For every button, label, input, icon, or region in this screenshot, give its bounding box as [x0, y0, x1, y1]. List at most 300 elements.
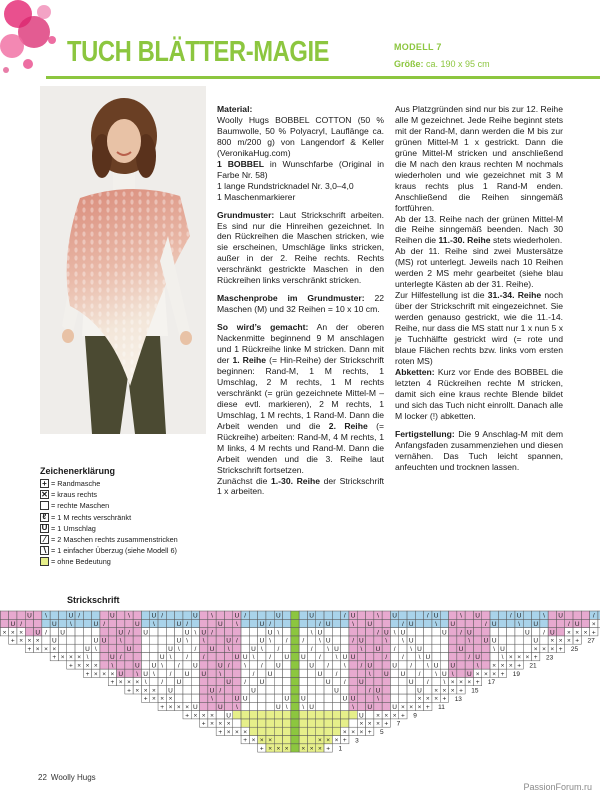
- chart-cell: [440, 644, 448, 652]
- chart-symbol: \: [368, 670, 371, 678]
- chart-cell: [291, 686, 299, 694]
- chart-cell: [382, 677, 390, 685]
- chart-cell: [307, 677, 315, 685]
- chart-symbol: U: [85, 645, 90, 653]
- chart-cell: [581, 611, 589, 619]
- legend-symbol-icon: [40, 557, 49, 566]
- chart-symbol: \: [493, 645, 496, 653]
- chart-cell: [233, 719, 241, 727]
- chart-symbol: U: [242, 654, 248, 662]
- chart-cell: [457, 661, 465, 669]
- chart-cell: [141, 636, 149, 644]
- chart-cell: [498, 619, 506, 627]
- chart-symbol: ×: [77, 654, 82, 662]
- chart-cell: [374, 677, 382, 685]
- chart-cell: [399, 686, 407, 694]
- chart-cell: [274, 736, 282, 744]
- chart-symbol: ×: [567, 637, 571, 645]
- chart-symbol: U: [533, 621, 539, 628]
- chart-symbol: ×: [135, 679, 140, 687]
- chart-cell: [482, 644, 490, 652]
- chart-cell: [208, 661, 216, 669]
- chart-cell: [249, 619, 257, 627]
- chart-symbol: U: [400, 629, 406, 637]
- legend-symbol-icon: ✕: [41, 489, 48, 499]
- chart-symbol: U: [134, 621, 140, 628]
- chart-symbol: U: [176, 679, 182, 687]
- chart-cell: [357, 628, 365, 636]
- chart-symbol: /: [310, 645, 313, 653]
- chart-cell: [316, 644, 324, 652]
- chart-cell: [324, 686, 332, 694]
- chart-symbol: ×: [44, 645, 48, 653]
- chart-cell: [299, 686, 307, 694]
- chart-symbol: U: [325, 621, 331, 628]
- chart-symbol: /: [460, 629, 462, 637]
- chart-cell: [175, 694, 183, 702]
- chart-symbol: U: [27, 612, 32, 620]
- chart-symbol: U: [317, 629, 323, 637]
- chart-symbol: U: [209, 645, 215, 653]
- chart-symbol: ×: [401, 704, 405, 711]
- chart-cell: [83, 636, 91, 644]
- chart-symbol: ×: [492, 670, 497, 678]
- chart-symbol: +: [259, 745, 264, 753]
- chart-cell: [390, 619, 398, 627]
- chart-cell: [283, 661, 291, 669]
- chart-symbol: /: [202, 654, 205, 662]
- chart-symbol: \: [335, 654, 338, 662]
- chart-symbol: U: [209, 687, 215, 695]
- chart-cell: [58, 619, 66, 627]
- chart-symbol: ×: [176, 704, 181, 711]
- chart-cell: [200, 661, 208, 669]
- chart-cell: [283, 619, 291, 627]
- chart-cell: [283, 644, 291, 652]
- chart-symbol: ×: [508, 662, 513, 670]
- chart-cell: [424, 644, 432, 652]
- chart-cell: [565, 611, 573, 619]
- chart-symbol: U: [217, 704, 223, 711]
- legend-item: [40, 512, 210, 523]
- chart-cell: [307, 619, 315, 627]
- chart-cell: [266, 677, 274, 685]
- chart-symbol: ×: [525, 654, 530, 662]
- chart-cell: [266, 719, 274, 727]
- chart-cell: [307, 653, 315, 661]
- chart-cell: [382, 611, 390, 619]
- chart-cell: [175, 628, 183, 636]
- chart-symbol: ×: [251, 737, 256, 745]
- chart-cell: [432, 628, 440, 636]
- chart-symbol: ×: [409, 704, 414, 711]
- chart-cell: [67, 628, 75, 636]
- chart-symbol: U: [101, 637, 107, 645]
- chart-cell: [208, 619, 216, 627]
- chart-cell: [440, 636, 448, 644]
- chart-cell: [274, 727, 282, 735]
- chart-cell: [399, 677, 407, 685]
- chart-cell: [399, 661, 407, 669]
- chart-cell: [390, 653, 398, 661]
- chart-cell: [307, 719, 315, 727]
- chart-cell: [224, 669, 232, 677]
- chart-cell: [100, 644, 108, 652]
- chart-symbol: /: [567, 621, 570, 628]
- chart-symbol: ×: [558, 637, 563, 645]
- chart-symbol: U: [276, 612, 281, 620]
- chart-cell: [158, 619, 166, 627]
- chart-cell: [341, 628, 349, 636]
- chart-cell: [332, 711, 340, 719]
- chart-symbol: +: [591, 629, 596, 637]
- chart-symbol: ×: [359, 720, 364, 728]
- chart-symbol: \: [401, 637, 404, 645]
- chart-cell: [208, 653, 216, 661]
- chart-symbol: +: [500, 670, 505, 678]
- fertigstellung-heading: Fertigstellung:: [395, 428, 455, 439]
- chart-cell: [0, 611, 8, 619]
- chart-symbol: ×: [392, 712, 397, 720]
- chart-symbol: +: [85, 670, 90, 678]
- chart-symbol: ×: [226, 728, 231, 736]
- chart-cell: [357, 653, 365, 661]
- chart-symbol: U: [574, 621, 580, 628]
- chart-symbol: U: [93, 621, 99, 628]
- chart-symbol: /: [543, 629, 545, 637]
- chart-symbol: ×: [517, 654, 521, 662]
- chart-symbol: \: [468, 637, 471, 645]
- chart-symbol: \: [385, 637, 388, 645]
- chart-cell: [233, 677, 241, 685]
- title-underline: [46, 76, 600, 79]
- grundmuster-text: Laut Strickschrift arbeiten. Es sind nur die Hinreihen gezeichnet. In den Rückreihen die Maschen stricken, wie sie erscheinen, Umschläge links stricken, außer in der 2. Reihe rechts. Rechts verschränkt gestrickte Maschen in den Rückreihen links verschränkt stricken.: [217, 209, 384, 286]
- chart-symbol: \: [443, 679, 446, 687]
- chart-symbol: ×: [550, 637, 555, 645]
- chart-cell: [432, 644, 440, 652]
- chart-symbol: ×: [93, 670, 98, 678]
- chart-symbol: /: [277, 645, 280, 653]
- chart-symbol: +: [243, 737, 248, 745]
- chart-symbol: \: [219, 670, 222, 678]
- chart-cell: [58, 611, 66, 619]
- chart-cell: [307, 711, 315, 719]
- chart-symbol: ×: [591, 621, 596, 628]
- chart-symbol: \: [235, 704, 238, 711]
- chart-cell: [175, 653, 183, 661]
- chart-symbol: U: [201, 629, 207, 637]
- chart-symbol: ×: [193, 712, 198, 720]
- chart-symbol: U: [442, 670, 447, 678]
- chart-cell: [324, 669, 332, 677]
- chart-cell: [249, 719, 257, 727]
- chart-cell: [249, 628, 257, 636]
- chart-symbol: U: [367, 621, 373, 628]
- chart-cell: [465, 619, 473, 627]
- chart-symbol: U: [558, 612, 563, 620]
- chart-cell: [382, 686, 390, 694]
- chart-cell: [150, 636, 158, 644]
- chart-symbol: ×: [334, 737, 339, 745]
- chart-cell: [0, 619, 8, 627]
- chart-cell: [473, 644, 481, 652]
- chart-cell: [200, 677, 208, 685]
- chart-cell: [258, 669, 266, 677]
- chart-symbol: +: [442, 695, 447, 703]
- chart-symbol: ×: [93, 662, 98, 670]
- chart-symbol: U: [483, 637, 489, 645]
- chart-symbol: U: [417, 687, 422, 695]
- chart-symbol: U: [342, 654, 348, 662]
- chart-symbol: /: [161, 679, 164, 687]
- chart-cell: [291, 661, 299, 669]
- chart-cell: [332, 702, 340, 710]
- chart-cell: [349, 719, 357, 727]
- chart-symbol: \: [352, 621, 355, 628]
- chart-symbol: U: [93, 637, 99, 645]
- chart-symbol: \: [377, 612, 379, 620]
- size-value: ca. 190 x 95 cm: [426, 59, 490, 69]
- chart-cell: [332, 661, 340, 669]
- chart-symbol: +: [201, 720, 206, 728]
- chart-cell: [25, 628, 33, 636]
- chart-symbol: U: [234, 695, 240, 703]
- chart-cell: [92, 653, 100, 661]
- chart-cell: [407, 686, 415, 694]
- chart-symbol: /: [360, 662, 363, 670]
- chart-symbol: \: [327, 645, 330, 653]
- legend-label: = Randmasche: [51, 479, 101, 489]
- chart-cell: [249, 711, 257, 719]
- chart-cell: [349, 661, 357, 669]
- chart-cell: [75, 644, 83, 652]
- row-number: 3: [355, 737, 359, 745]
- chart-cell: [473, 628, 481, 636]
- sowirds-row1: 1. Reihe: [232, 355, 267, 366]
- chart-cell: [17, 611, 25, 619]
- chart-cell: [341, 702, 349, 710]
- chart-cell: [366, 711, 374, 719]
- chart-symbol: \: [244, 662, 247, 670]
- chart-cell: [332, 636, 340, 644]
- chart-cell: [374, 661, 382, 669]
- chart-cell: [490, 628, 498, 636]
- chart-cell: [191, 669, 199, 677]
- chart-cell: [9, 611, 17, 619]
- size-label: Größe:: [394, 59, 424, 69]
- chart-cell: [332, 677, 340, 685]
- chart-symbol: \: [501, 654, 504, 662]
- chart-cell: [307, 736, 315, 744]
- chart-cell: [283, 686, 291, 694]
- chart-cell: [100, 661, 108, 669]
- chart-cell: [249, 661, 257, 669]
- chart-symbol: \: [45, 612, 47, 620]
- chart-symbol: ×: [583, 629, 588, 637]
- chart-symbol: U: [375, 687, 381, 695]
- chart-symbol: U: [309, 662, 314, 670]
- chart-symbol: ×: [542, 645, 546, 653]
- chart-symbol: U: [309, 704, 314, 711]
- chart-symbol: /: [227, 662, 230, 670]
- chart-cell: [482, 653, 490, 661]
- symbol-legend: [40, 466, 210, 568]
- chart-symbol: /: [244, 612, 247, 620]
- chart-cell: [316, 702, 324, 710]
- chart-cell: [258, 611, 266, 619]
- chart-cell: [166, 677, 174, 685]
- chart-cell: [34, 619, 42, 627]
- chart-cell: [224, 694, 232, 702]
- chart-cell: [75, 636, 83, 644]
- chart-symbol: /: [426, 612, 429, 620]
- chart-symbol: ×: [259, 737, 264, 745]
- chart-symbol: \: [211, 612, 213, 620]
- chart-cell: [415, 628, 423, 636]
- chart-symbol: U: [143, 629, 148, 637]
- chart-cell: [556, 619, 564, 627]
- marker-text: 1 Maschenmarkierer: [217, 191, 296, 202]
- chart-symbol: U: [176, 637, 182, 645]
- chart-cell: [191, 686, 199, 694]
- chart-cell: [357, 694, 365, 702]
- chart-symbol: U: [234, 654, 240, 662]
- chart-cell: [158, 628, 166, 636]
- chart-symbol: \: [302, 704, 305, 711]
- chart-cell: [233, 628, 241, 636]
- chart-cell: [374, 653, 382, 661]
- chart-cell: [349, 669, 357, 677]
- chart-symbol: U: [251, 687, 256, 695]
- chart-cell: [332, 719, 340, 727]
- chart-symbol: /: [426, 679, 429, 687]
- chart-cell: [332, 611, 340, 619]
- chart-cell: [50, 628, 58, 636]
- chart-cell: [374, 619, 382, 627]
- chart-symbol: U: [491, 637, 497, 645]
- chart-symbol: U: [450, 662, 456, 670]
- chart-symbol: U: [201, 670, 207, 678]
- chart-cell: [274, 619, 282, 627]
- chart-cell: [291, 711, 299, 719]
- chart-cell: [465, 611, 473, 619]
- chart-cell: [274, 677, 282, 685]
- chart-symbol: U: [350, 695, 356, 703]
- chart-symbol: +: [459, 687, 463, 695]
- chart-cell: [482, 661, 490, 669]
- bobbel-color: in Wunschfarbe (Original in Farbe Nr. 58): [217, 158, 384, 180]
- chart-symbol: /: [385, 654, 388, 662]
- chart-cell: [490, 653, 498, 661]
- chart-symbol: ×: [351, 728, 355, 736]
- chart-cell: [341, 711, 349, 719]
- chart-cell: [440, 619, 448, 627]
- chart-symbol: U: [375, 645, 381, 653]
- chart-symbol: U: [110, 654, 115, 662]
- chart-symbol: /: [269, 621, 272, 628]
- chart-cell: [498, 628, 506, 636]
- chart-symbol: +: [160, 704, 165, 711]
- chart-symbol: \: [152, 621, 155, 628]
- chart-cell: [274, 719, 282, 727]
- chart-cell: [349, 686, 357, 694]
- chart-symbol: +: [52, 654, 57, 662]
- chart-symbol: U: [60, 629, 65, 637]
- chart-cell: [357, 702, 365, 710]
- chart-cell: [266, 611, 274, 619]
- chart-cell: [258, 702, 266, 710]
- chart-symbol: U: [134, 662, 140, 670]
- page-number: 22: [38, 773, 47, 782]
- chart-symbol: \: [377, 695, 379, 703]
- chart-cell: [166, 619, 174, 627]
- chart-symbol: /: [119, 654, 122, 662]
- chart-cell: [274, 653, 282, 661]
- chart-cell: [83, 628, 91, 636]
- chart-symbol: U: [168, 687, 173, 695]
- chart-symbol: \: [460, 612, 462, 620]
- chart-cell: [291, 677, 299, 685]
- chart-symbol: U: [10, 621, 16, 628]
- chart-cell: [241, 669, 249, 677]
- chart-cell: [424, 669, 432, 677]
- chart-symbol: ×: [2, 629, 7, 637]
- chart-cell: [532, 628, 540, 636]
- chart-symbol: \: [119, 637, 122, 645]
- chart-cell: [166, 661, 174, 669]
- chart-symbol: U: [251, 645, 256, 653]
- chart-symbol: +: [69, 662, 73, 670]
- chart-symbol: ×: [284, 745, 289, 753]
- magazine-name: Woolly Hugs: [50, 773, 96, 782]
- chart-cell: [83, 611, 91, 619]
- legend-label: = kraus rechts: [51, 490, 98, 500]
- chart-symbol: ×: [235, 728, 239, 736]
- chart-symbol: ×: [110, 670, 115, 678]
- chart-cell: [117, 619, 125, 627]
- chart-cell: [191, 694, 199, 702]
- chart-symbol: ×: [152, 687, 156, 695]
- chart-cell: [224, 653, 232, 661]
- chart-cell: [58, 644, 66, 652]
- chart-cell: [324, 628, 332, 636]
- chart-cell: [390, 686, 398, 694]
- chart-cell: [299, 719, 307, 727]
- chart-cell: [399, 611, 407, 619]
- chart-symbol: U: [325, 679, 331, 687]
- chart-symbol: ×: [168, 695, 173, 703]
- chart-symbol: ×: [450, 687, 455, 695]
- chart-cell: [117, 611, 125, 619]
- chart-cell: [449, 628, 457, 636]
- chart-symbol: \: [343, 662, 346, 670]
- chart-cell: [83, 619, 91, 627]
- chart-symbol: ×: [19, 637, 23, 645]
- chart-symbol: \: [360, 645, 363, 653]
- chart-symbol: /: [78, 612, 81, 620]
- chart-cell: [307, 694, 315, 702]
- chart-cell: [291, 619, 299, 627]
- chart-title: Strickschrift: [67, 595, 120, 605]
- chart-cell: [366, 611, 374, 619]
- chart-cell: [224, 702, 232, 710]
- chart-symbol: \: [227, 645, 230, 653]
- chart-symbol: /: [343, 679, 346, 687]
- chart-symbol: ×: [376, 712, 380, 720]
- chart-cell: [332, 619, 340, 627]
- chart-cell: [175, 686, 183, 694]
- chart-cell: [125, 653, 133, 661]
